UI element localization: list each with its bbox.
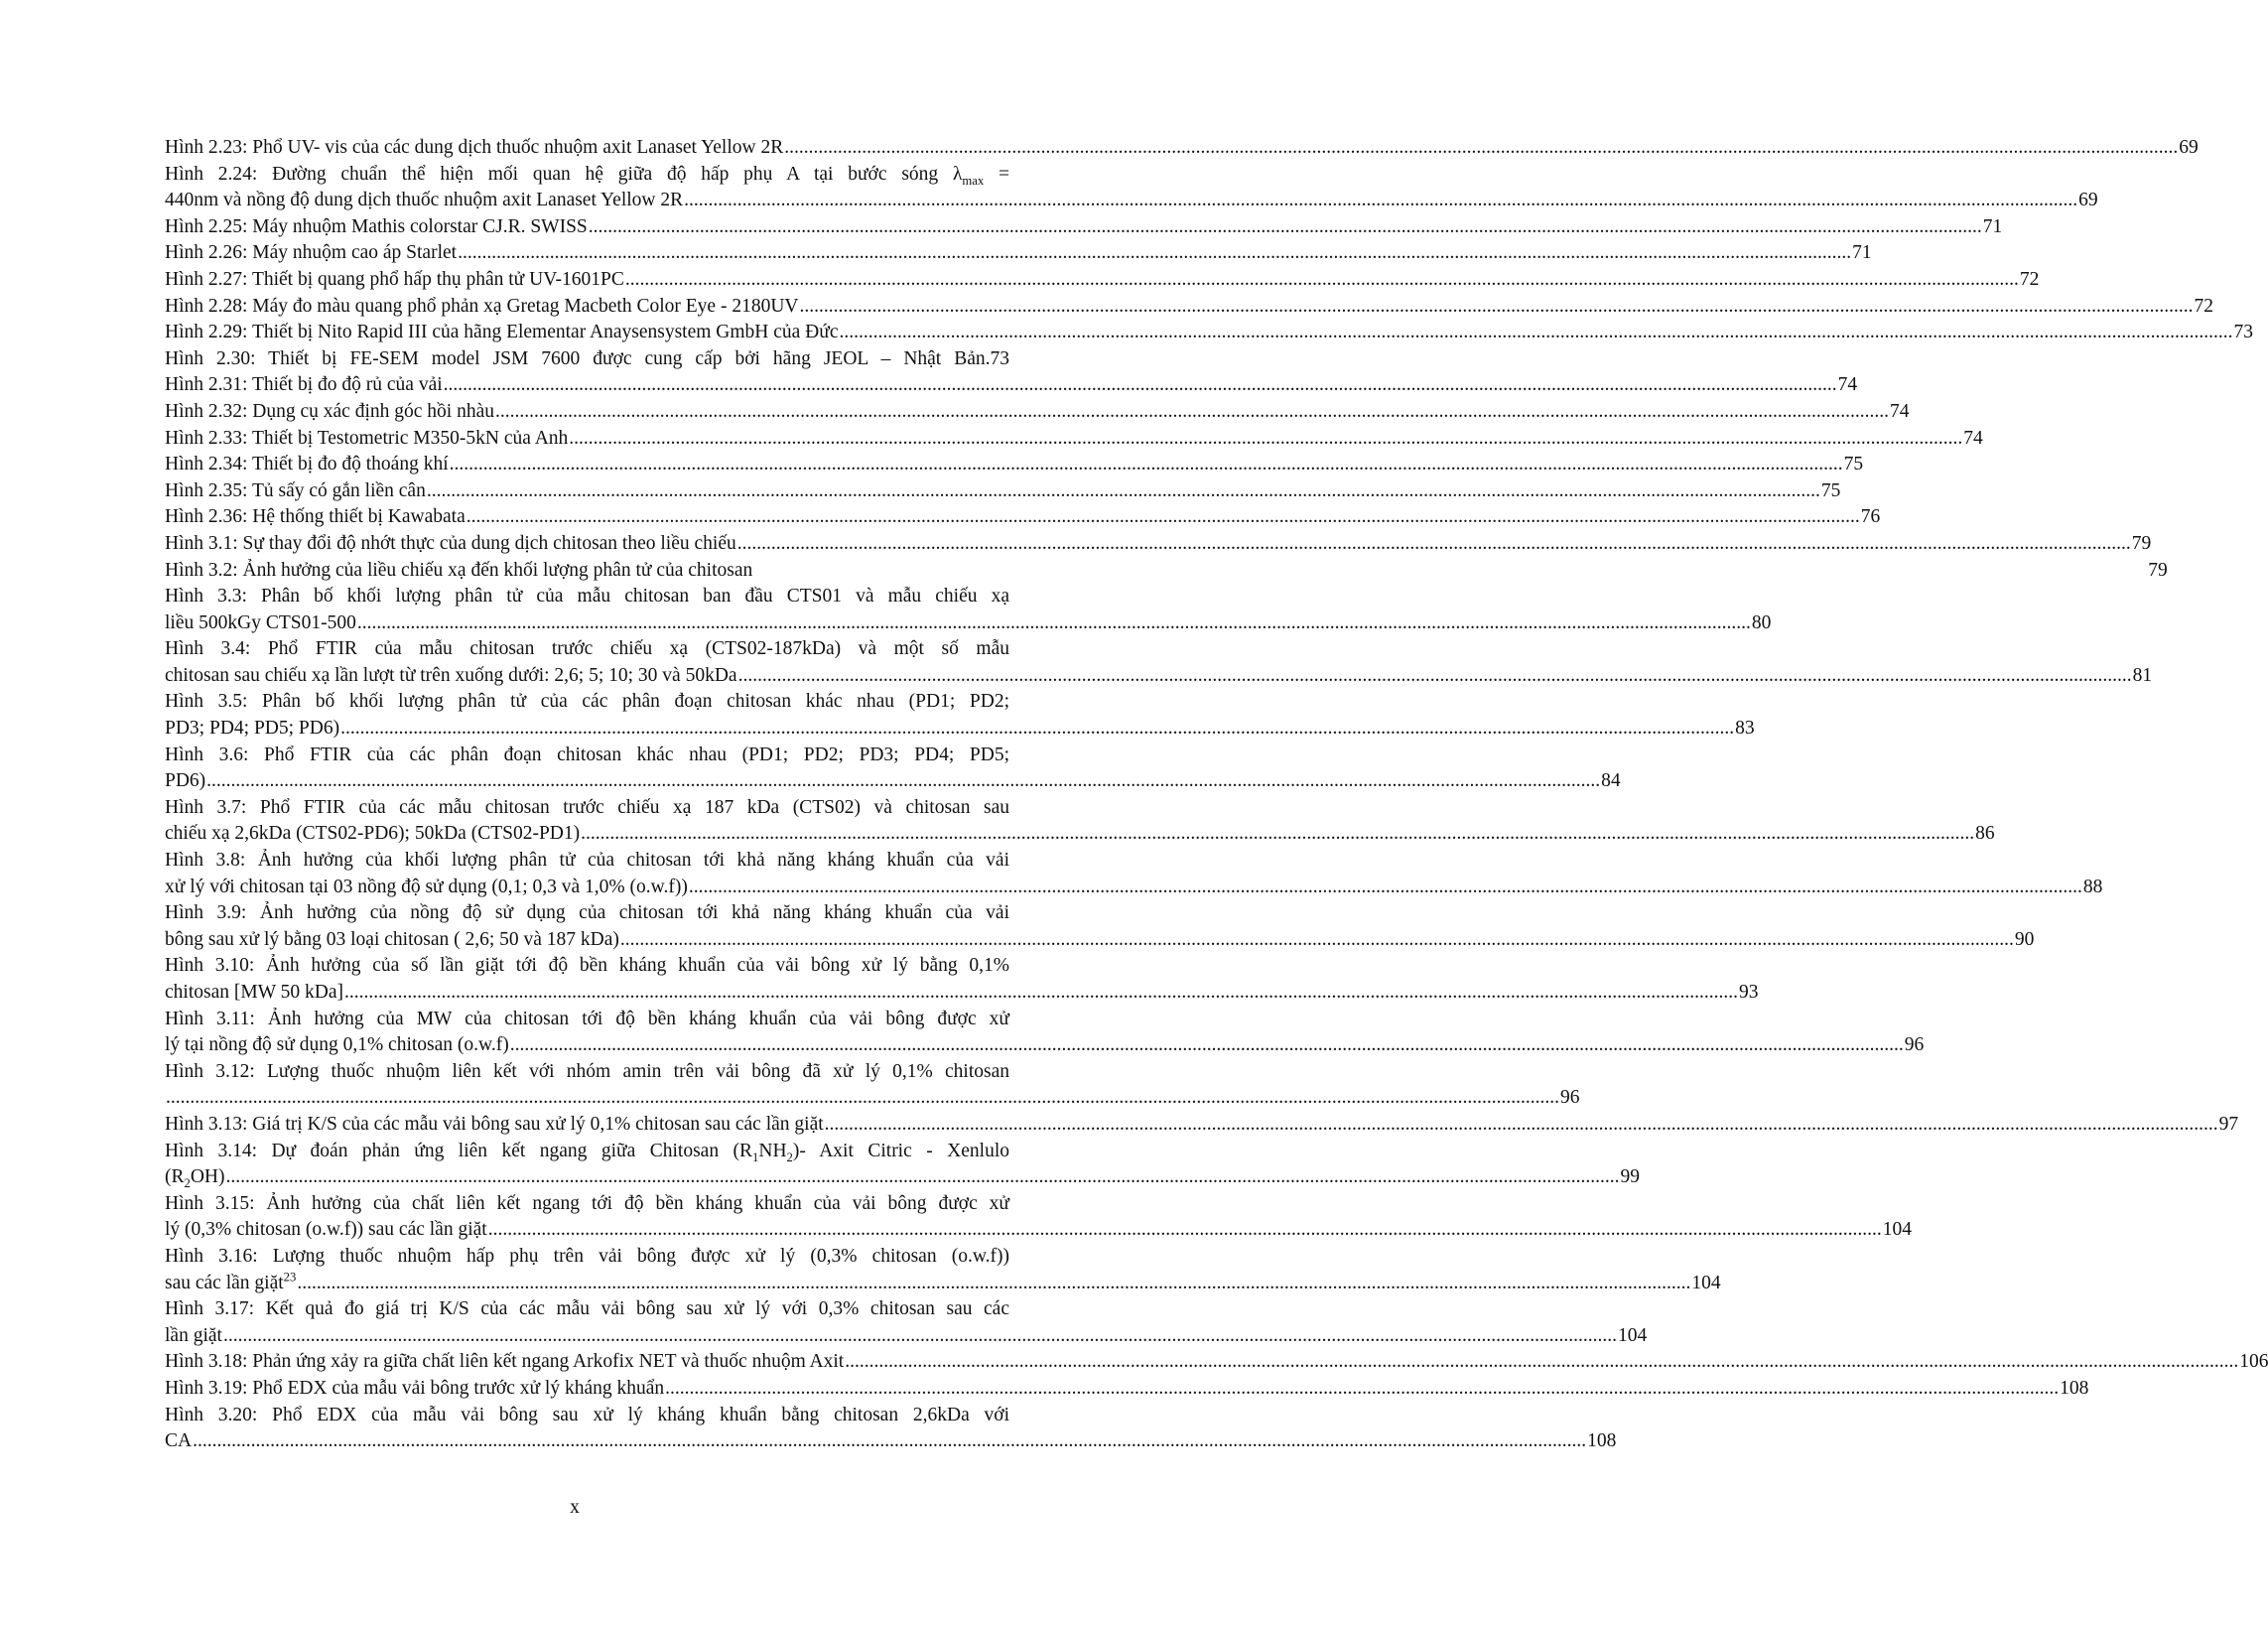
dot-leader [444, 372, 1837, 399]
figure-caption-text: Hình 2.33: Thiết bị Testometric M350-5kN của Anh [165, 427, 569, 449]
figure-entry[interactable] [165, 584, 1772, 636]
figure-entry[interactable] [165, 1191, 1912, 1244]
figure-entry[interactable] [165, 1007, 1925, 1059]
figure-entry-line [165, 214, 2003, 241]
figure-caption-text: CA [165, 1430, 193, 1452]
figure-caption-text: Hình 3.7: Phổ FTIR của các mẫu chitosan trước chiếu xạ 187 kDa (CTS02) và chitosan sau [165, 796, 1009, 818]
figure-caption-text: Hình 3.11: Ảnh hưởng của MW của chitosan tới độ bền kháng khuẩn của vải bông được xử [165, 1008, 1009, 1029]
figure-entry-line [165, 1428, 1617, 1455]
figure-entry-line [165, 1349, 2268, 1376]
figure-entry[interactable] [165, 953, 1759, 1006]
dot-leader [625, 267, 2019, 294]
figure-entry[interactable] [165, 743, 1621, 795]
figure-entry[interactable] [165, 1244, 1721, 1296]
figure-entry-line [165, 636, 1009, 663]
figure-caption-text: liều 500kGy CTS01-500 [165, 611, 356, 633]
dot-leader [206, 768, 1600, 795]
figure-entry-line [165, 188, 2098, 214]
dot-leader [589, 214, 1982, 241]
figure-page-number: 83 [1735, 718, 1755, 740]
dot-leader [737, 531, 2131, 558]
figure-entry[interactable] [165, 636, 2153, 689]
dot-leader [357, 610, 1751, 637]
figure-page-number: 74 [1837, 374, 1858, 396]
figure-page-number: 71 [1982, 215, 2003, 237]
figure-entry-line [165, 320, 2253, 346]
figure-caption-text: Hình 3.2: Ảnh hưởng của liều chiếu xạ đến khối lượng phân tử của chitosan [165, 559, 753, 581]
figure-entry-line [165, 240, 1872, 267]
figure-caption-text: bông sau xử lý bằng 03 loại chitosan ( 2,6; 50 và 187 kDa) [165, 928, 619, 950]
figure-entry[interactable] [165, 1112, 2239, 1139]
dot-leader [193, 1428, 1586, 1455]
figure-caption-text: Hình 3.9: Ảnh hưởng của nồng độ sử dụng của chitosan tới khả năng kháng khuẩn của vải [165, 902, 1009, 924]
page-number: x [570, 1497, 580, 1518]
dot-leader [845, 1349, 2238, 1376]
figure-entry-line [165, 663, 2153, 690]
figure-caption-text: Hình 3.6: Phổ FTIR của các phân đoạn chitosan khác nhau (PD1; PD2; PD3; PD4; PD5; [165, 744, 1009, 765]
figure-page-number: 108 [1587, 1430, 1617, 1452]
figure-entry-line [165, 1164, 1640, 1191]
figure-caption-text: Hình 3.4: Phổ FTIR của mẫu chitosan trước chiếu xạ (CTS02-187kDa) và một số mẫu [165, 638, 1009, 660]
figure-entry[interactable] [165, 558, 2168, 585]
figure-page-number: 79 [2148, 559, 2168, 581]
figure-entry[interactable] [165, 1403, 1617, 1455]
figure-caption-text: Hình 2.30: Thiết bị FE-SEM model JSM 7600 được cung cấp bởi hãng JEOL – Nhật Bản.73 [165, 347, 1009, 369]
figure-entry-line [165, 1112, 2239, 1139]
dot-leader [825, 1112, 2218, 1139]
figure-entry-line [165, 848, 1009, 875]
figure-entry-line [165, 610, 1772, 637]
dot-leader [458, 240, 1851, 267]
figure-entry-line [165, 558, 2168, 585]
figure-entry-line [165, 1007, 1009, 1033]
figure-entry[interactable] [165, 372, 1858, 399]
dot-leader [344, 980, 1738, 1007]
figure-page-number: 108 [2060, 1377, 2089, 1399]
figure-caption-text: Hình 2.31: Thiết bị đo độ rủ của vải [165, 374, 443, 396]
figure-caption-text: Hình 3.13: Giá trị K/S của các mẫu vải bông sau xử lý 0,1% chitosan sau các lần giặt [165, 1113, 824, 1135]
figure-entry-line [165, 689, 1009, 716]
dot-leader [467, 504, 1860, 531]
figure-page-number: 84 [1601, 770, 1621, 792]
dot-leader [665, 1376, 2059, 1403]
figure-page-number: 86 [1975, 823, 1995, 845]
figure-entry-line [165, 346, 1009, 373]
figure-entry-line [165, 372, 1858, 399]
figure-caption-text: chiếu xạ 2,6kDa (CTS02-PD6); 50kDa (CTS02-PD1) [165, 823, 581, 845]
figure-caption-text: Hình 3.1: Sự thay đổi độ nhớt thực của dung dịch chitosan theo liều chiếu [165, 532, 736, 554]
figure-entry-line [165, 980, 1759, 1007]
figure-entry-line [165, 953, 1009, 980]
figure-entry[interactable] [165, 1139, 1640, 1191]
figure-page-number: 74 [1963, 427, 1983, 449]
figure-page-number: 72 [2194, 295, 2213, 317]
figure-caption-text: Hình 2.32: Dụng cụ xác định góc hồi nhàu [165, 400, 494, 422]
dot-leader [488, 1217, 1882, 1244]
figure-page-number: 81 [2132, 664, 2153, 686]
figure-caption-text: Hình 3.3: Phân bố khối lượng phân tử của mẫu chitosan ban đầu CTS01 và mẫu chiếu xạ [165, 586, 1009, 608]
figure-page-number: 96 [1560, 1087, 1580, 1109]
figure-entry-line [165, 821, 1995, 848]
figure-entry[interactable] [165, 1296, 1648, 1349]
figure-page-number: 96 [1904, 1034, 1925, 1056]
figure-page-number: 73 [2233, 322, 2253, 343]
figure-caption-text: Hình 2.28: Máy đo màu quang phổ phản xạ Gretag Macbeth Color Eye - 2180UV [165, 295, 799, 317]
figure-entry-line [165, 1244, 1009, 1271]
figure-entry-line [165, 1191, 1009, 1218]
dot-leader [510, 1032, 1904, 1059]
figure-caption-text: Hình 2.24: Đường chuẩn thể hiện mối quan hệ giữa độ hấp phụ A tại bước sóng $\lambda_{max}$ = [165, 163, 1009, 188]
dot-leader [297, 1271, 1690, 1297]
figure-caption-text: 440nm và nồng độ dung dịch thuốc nhuộm axit Lanaset Yellow 2R [165, 190, 684, 211]
figure-entry-line [165, 1296, 1009, 1323]
dot-leader [581, 821, 1974, 848]
figure-entry[interactable] [165, 267, 2040, 294]
figure-caption-text: Hình 3.18: Phản ứng xảy ra giữa chất liên kết ngang Arkofix NET và thuốc nhuộm Axit [165, 1351, 845, 1373]
dot-leader [839, 320, 2232, 346]
figure-entry-line [165, 504, 1881, 531]
dot-leader [569, 426, 1962, 453]
figure-entry[interactable] [165, 399, 1910, 426]
figure-entry[interactable] [165, 426, 1983, 453]
figure-page-number: 72 [2019, 268, 2040, 290]
figure-entry[interactable] [165, 848, 2103, 900]
figure-page-number: 74 [1890, 400, 1910, 422]
dot-leader [427, 478, 1820, 505]
figure-caption-text: Hình 2.34: Thiết bị đo độ thoáng khí [165, 454, 449, 475]
figure-entry-line [165, 584, 1009, 610]
list-of-figures [165, 135, 2268, 1455]
figure-page-number: 104 [1617, 1324, 1648, 1346]
figure-page-number: 80 [1751, 611, 1772, 633]
figure-entry-line [165, 743, 1009, 769]
figure-page-number: 93 [1738, 982, 1759, 1003]
figure-entry-line [165, 1032, 1925, 1059]
figure-caption-text: Hình 3.20: Phổ EDX của mẫu vải bông sau xử lý kháng khuẩn bằng chitosan 2,6kDa với [165, 1404, 1009, 1425]
figure-entry-line [165, 267, 2040, 294]
figure-entry-line [165, 1376, 2089, 1403]
figure-entry[interactable] [165, 900, 2035, 953]
figure-page-number: 79 [2131, 532, 2152, 554]
figure-entry[interactable] [165, 346, 1009, 373]
dot-leader [223, 1323, 1617, 1350]
figure-entry-line [165, 1085, 1580, 1112]
figure-entry[interactable] [165, 1376, 2089, 1403]
figure-entry-line [165, 399, 1910, 426]
figure-caption-text: Hình 3.10: Ảnh hưởng của số lần giặt tới độ bền kháng khuẩn của vải bông xử lý bằng 0,1% [165, 955, 1009, 977]
figure-entry[interactable] [165, 1059, 1580, 1112]
figure-page-number: 76 [1860, 506, 1881, 528]
figure-entry-line [165, 1270, 1721, 1297]
figure-entry[interactable] [165, 478, 1841, 505]
figure-page-number: 75 [1843, 454, 1864, 475]
figure-entry-line [165, 426, 1983, 453]
figure-caption-text: lý (0,3% chitosan (o.w.f)) sau các lần giặt [165, 1219, 487, 1241]
figure-entry-line [165, 452, 1864, 478]
figure-caption-text: Hình 2.27: Thiết bị quang phổ hấp thụ phân tử UV-1601PC [165, 268, 624, 290]
dot-leader [800, 294, 2194, 321]
figure-caption-text: Hình 3.5: Phân bố khối lượng phân tử của các phân đoạn chitosan khác nhau (PD1; PD2; [165, 691, 1009, 713]
dot-leader [340, 716, 1734, 743]
dot-leader [450, 452, 1843, 478]
figure-caption-text: Hình 3.14: Dự đoán phản ứng liên kết ngang giữa Chitosan $(R_1NH_2)-$ Axit Citric - Xenlulo [165, 1140, 1009, 1164]
figure-caption-text: Hình 3.19: Phổ EDX của mẫu vải bông trước xử lý kháng khuẩn [165, 1377, 665, 1399]
figure-entry-line [165, 900, 1009, 927]
figure-page-number: 88 [2082, 876, 2103, 897]
figure-caption-text: PD6) [165, 770, 206, 792]
figure-page-number: 71 [1852, 242, 1872, 264]
figure-caption-text: Hình 2.29: Thiết bị Nito Rapid III của hãng Elementar Anaysensystem GmbH của Đức [165, 322, 839, 343]
figure-page-number: 97 [2218, 1113, 2239, 1135]
figure-caption-text: Hình 2.36: Hệ thống thiết bị Kawabata [165, 506, 466, 528]
figure-entry[interactable] [165, 320, 2253, 346]
figure-caption-text: lần giặt [165, 1324, 222, 1346]
figure-caption-text: sau các lần giặt$^{23}$ [165, 1270, 297, 1293]
figure-entry[interactable] [165, 214, 2003, 241]
figure-caption-text: lý tại nồng độ sử dụng 0,1% chitosan (o.w.f) [165, 1034, 509, 1056]
figure-caption-text: Hình 2.35: Tủ sấy có gắn liền cân [165, 479, 426, 501]
figure-entry-line [165, 927, 2035, 954]
figure-entry[interactable] [165, 795, 1995, 848]
figure-caption-text: PD3; PD4; PD5; PD6) [165, 718, 340, 740]
figure-caption-text: Hình 3.15: Ảnh hưởng của chất liên kết ngang tới độ bền kháng khuẩn của vải bông được xử [165, 1192, 1009, 1214]
figure-entry-line [165, 531, 2152, 558]
figure-page-number: 104 [1691, 1272, 1721, 1293]
figure-caption-text: Hình 2.23: Phổ UV- vis của các dung dịch thuốc nhuộm axit Lanaset Yellow 2R [165, 137, 784, 158]
figure-entry-line [165, 768, 1621, 795]
figure-caption-text: Hình 3.8: Ảnh hưởng của khối lượng phân tử của chitosan tới khả năng kháng khuẩn của vải [165, 850, 1009, 872]
figure-caption-text: xử lý với chitosan tại 03 nồng độ sử dụng (0,1; 0,3 và 1,0% (o.w.f)) [165, 876, 688, 897]
figure-entry[interactable] [165, 452, 1864, 478]
figure-caption-text: Hình 2.26: Máy nhuộm cao áp Starlet [165, 242, 458, 264]
figure-page-number: 69 [2078, 190, 2098, 211]
dot-leader [684, 188, 2077, 214]
figure-entry[interactable] [165, 1349, 2268, 1376]
figure-entry-line [165, 1217, 1912, 1244]
figure-entry[interactable] [165, 504, 1881, 531]
figure-caption-text: chitosan [MW 50 kDa] [165, 982, 343, 1003]
dot-leader [495, 399, 1889, 426]
figure-entry-line [165, 716, 1755, 743]
figure-entry-line [165, 294, 2213, 321]
figure-entry-line [165, 1403, 1009, 1429]
figure-entry[interactable] [165, 135, 2199, 162]
figure-caption-text: $(R_2OH)$ [165, 1166, 225, 1191]
figure-page-number: 104 [1882, 1219, 1912, 1241]
figure-page-number: 90 [2014, 928, 2035, 950]
figure-entry-line [165, 162, 1009, 189]
figure-entry-line [165, 1139, 1009, 1165]
figure-entry-line [165, 795, 1009, 822]
figure-caption-text: Hình 3.12: Lượng thuốc nhuộm liên kết với nhóm amin trên vải bông đã xử lý 0,1% chitosan [165, 1060, 1009, 1082]
dot-leader [738, 663, 2132, 690]
figure-caption-text: chitosan sau chiếu xạ lần lượt từ trên xuống dưới: 2,6; 5; 10; 30 và 50kDa [165, 664, 737, 686]
figure-page-number: 75 [1820, 479, 1841, 501]
figure-entry-line [165, 1059, 1009, 1086]
figure-caption-text: Hình 2.25: Máy nhuộm Mathis colorstar CJ.R. SWISS [165, 215, 588, 237]
dot-leader [166, 1085, 1559, 1112]
figure-entry[interactable] [165, 294, 2213, 321]
figure-entry[interactable] [165, 240, 1872, 267]
dot-leader [784, 135, 2178, 162]
figure-entry-line [165, 135, 2199, 162]
figure-page-number: 99 [1620, 1166, 1640, 1188]
figure-entry-line [165, 1323, 1648, 1350]
dot-leader [689, 875, 2082, 901]
dot-leader [226, 1164, 1620, 1191]
figure-entry[interactable] [165, 689, 1755, 742]
figure-entry-line [165, 478, 1841, 505]
figure-page-number: 106 [2239, 1351, 2268, 1373]
figure-entry[interactable] [165, 531, 2152, 558]
figure-caption-text: Hình 3.16: Lượng thuốc nhuộm hấp phụ trên vải bông được xử lý (0,3% chitosan (o.w.f)) [165, 1245, 1009, 1267]
figure-page-number: 69 [2179, 137, 2199, 158]
figure-entry-line [165, 875, 2103, 901]
dot-leader [620, 927, 2014, 954]
figure-entry[interactable] [165, 162, 2098, 214]
figure-caption-text: Hình 3.17: Kết quả đo giá trị K/S của các mẫu vải bông sau xử lý với 0,3% chitosan sau các [165, 1298, 1009, 1320]
